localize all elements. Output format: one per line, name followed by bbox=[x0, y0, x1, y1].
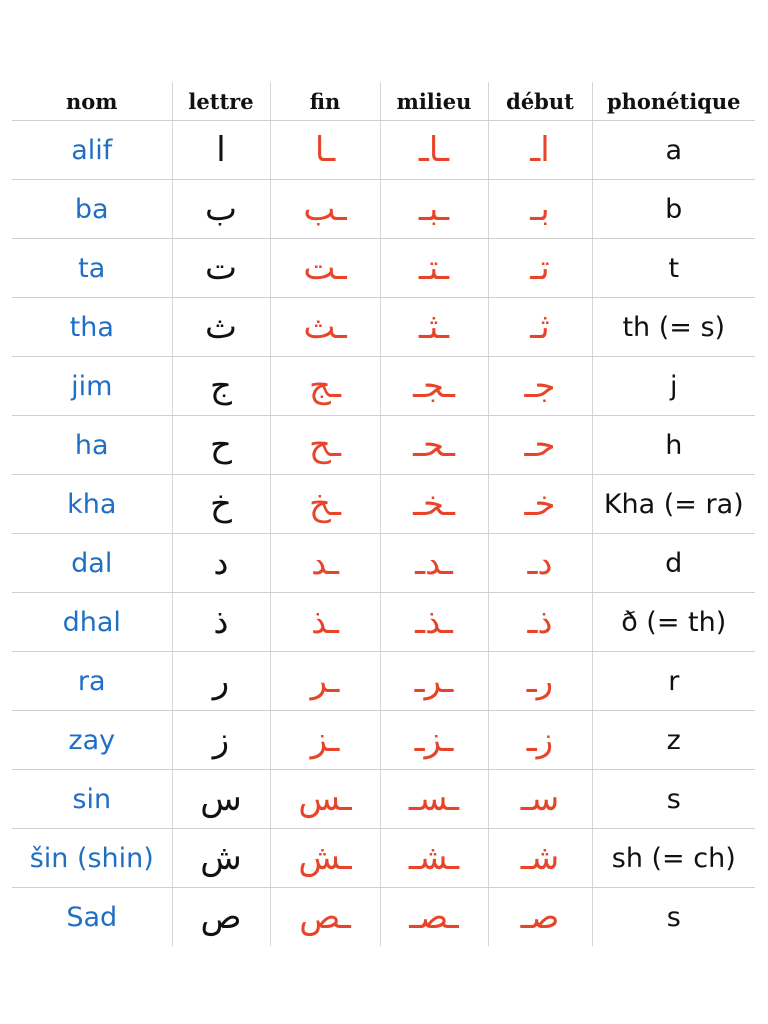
table-cell-phonetic bbox=[592, 711, 755, 770]
table-cell-letter-name bbox=[12, 770, 172, 829]
table-row bbox=[12, 475, 755, 534]
alphabet-table bbox=[12, 82, 755, 946]
initial-form: تـ bbox=[530, 248, 550, 288]
final-form: ـح bbox=[309, 425, 341, 465]
phonetic: a bbox=[665, 134, 683, 166]
table-cell-final-form bbox=[270, 298, 380, 357]
phonetic: ð (= th) bbox=[621, 606, 727, 638]
phonetic: t bbox=[668, 252, 680, 284]
letter-name: dhal bbox=[62, 606, 121, 638]
isolated-letter: ح bbox=[210, 425, 232, 465]
isolated-letter: س bbox=[200, 779, 242, 819]
table-cell-phonetic bbox=[592, 593, 755, 652]
table-cell-final-form bbox=[270, 652, 380, 711]
table-cell-isolated-letter bbox=[172, 593, 270, 652]
table-cell-letter-name bbox=[12, 475, 172, 534]
initial-form: ثـ bbox=[530, 307, 550, 347]
table-cell-phonetic bbox=[592, 475, 755, 534]
medial-form: ـحـ bbox=[413, 425, 455, 465]
table-cell-medial-form bbox=[380, 239, 488, 298]
table-row bbox=[12, 652, 755, 711]
final-form: ـذ bbox=[311, 602, 339, 642]
table-row bbox=[12, 121, 755, 180]
table-cell-medial-form bbox=[380, 357, 488, 416]
phonetic: s bbox=[666, 901, 681, 933]
table-cell-initial-form bbox=[488, 711, 592, 770]
table-cell-isolated-letter bbox=[172, 416, 270, 475]
table-cell-final-form bbox=[270, 829, 380, 888]
table-cell-initial-form bbox=[488, 357, 592, 416]
medial-form: ـبـ bbox=[418, 189, 450, 229]
final-form: ـص bbox=[299, 897, 351, 937]
table-cell-initial-form bbox=[488, 770, 592, 829]
isolated-letter: ب bbox=[204, 189, 237, 229]
letter-name: dal bbox=[71, 547, 113, 579]
table-cell-medial-form bbox=[380, 180, 488, 239]
table-row bbox=[12, 770, 755, 829]
initial-form: رـ bbox=[526, 661, 554, 701]
table-cell-isolated-letter bbox=[172, 829, 270, 888]
initial-form: شـ bbox=[520, 838, 560, 878]
medial-form: ـشـ bbox=[408, 838, 460, 878]
phonetic: h bbox=[665, 429, 683, 461]
table-cell-phonetic bbox=[592, 239, 755, 298]
table-cell-initial-form bbox=[488, 829, 592, 888]
letter-name: šin (shin) bbox=[29, 842, 154, 874]
table-cell-initial-form bbox=[488, 888, 592, 947]
table-cell-isolated-letter bbox=[172, 357, 270, 416]
table-cell-final-form bbox=[270, 475, 380, 534]
letter-name: kha bbox=[67, 488, 117, 520]
isolated-letter: ز bbox=[212, 720, 230, 760]
medial-form: ـثـ bbox=[418, 307, 450, 347]
table-row bbox=[12, 534, 755, 593]
final-form: ـر bbox=[310, 661, 340, 701]
table-cell-medial-form bbox=[380, 711, 488, 770]
table-cell-isolated-letter bbox=[172, 239, 270, 298]
table-cell-initial-form bbox=[488, 180, 592, 239]
final-form: ـب bbox=[303, 189, 347, 229]
medial-form: ـذـ bbox=[415, 602, 453, 642]
table-cell-final-form bbox=[270, 121, 380, 180]
table-cell-final-form bbox=[270, 534, 380, 593]
table-cell-phonetic bbox=[592, 534, 755, 593]
table-cell-medial-form bbox=[380, 770, 488, 829]
initial-form: اـ bbox=[530, 130, 550, 170]
table-cell-isolated-letter bbox=[172, 475, 270, 534]
header-phonetique: phonétique bbox=[592, 82, 755, 121]
table-cell-final-form bbox=[270, 180, 380, 239]
table-cell-final-form bbox=[270, 239, 380, 298]
phonetic: th (= s) bbox=[622, 311, 726, 343]
medial-form: ـرـ bbox=[414, 661, 454, 701]
letter-name: jim bbox=[71, 370, 113, 402]
medial-form: ـزـ bbox=[414, 720, 454, 760]
medial-form: ـصـ bbox=[409, 897, 459, 937]
table-cell-initial-form bbox=[488, 298, 592, 357]
final-form: ـا bbox=[314, 130, 336, 170]
medial-form: ـسـ bbox=[408, 779, 460, 819]
table-cell-letter-name bbox=[12, 121, 172, 180]
phonetic: j bbox=[669, 370, 678, 402]
table-cell-initial-form bbox=[488, 475, 592, 534]
final-form: ـش bbox=[298, 838, 352, 878]
table-cell-medial-form bbox=[380, 416, 488, 475]
phonetic: d bbox=[665, 547, 683, 579]
medial-form: ـدـ bbox=[415, 543, 453, 583]
table-cell-isolated-letter bbox=[172, 711, 270, 770]
table-cell-isolated-letter bbox=[172, 121, 270, 180]
table-cell-letter-name bbox=[12, 180, 172, 239]
letter-name: ba bbox=[74, 193, 109, 225]
table-cell-phonetic bbox=[592, 770, 755, 829]
initial-form: صـ bbox=[520, 897, 560, 937]
table-cell-letter-name bbox=[12, 711, 172, 770]
isolated-letter: ص bbox=[200, 897, 242, 937]
table-cell-letter-name bbox=[12, 593, 172, 652]
table-cell-initial-form bbox=[488, 121, 592, 180]
letter-name: sin bbox=[72, 783, 112, 815]
final-form: ـس bbox=[298, 779, 352, 819]
initial-form: سـ bbox=[520, 779, 560, 819]
initial-form: حـ bbox=[524, 425, 556, 465]
header-nom: nom bbox=[12, 82, 172, 121]
table-row bbox=[12, 888, 755, 947]
isolated-letter: ذ bbox=[213, 602, 229, 642]
table-cell-phonetic bbox=[592, 416, 755, 475]
final-form: ـج bbox=[309, 366, 341, 406]
header-lettre: lettre bbox=[172, 82, 270, 121]
table-cell-initial-form bbox=[488, 652, 592, 711]
phonetic: b bbox=[665, 193, 683, 225]
header-debut: début bbox=[488, 82, 592, 121]
letter-name: zay bbox=[68, 724, 116, 756]
isolated-letter: د bbox=[213, 543, 229, 583]
table-cell-medial-form bbox=[380, 475, 488, 534]
letter-name: ha bbox=[74, 429, 109, 461]
table-cell-medial-form bbox=[380, 534, 488, 593]
initial-form: بـ bbox=[530, 189, 550, 229]
table-cell-medial-form bbox=[380, 121, 488, 180]
table-cell-phonetic bbox=[592, 829, 755, 888]
medial-form: ـخـ bbox=[413, 484, 455, 524]
header-milieu: milieu bbox=[380, 82, 488, 121]
table-cell-initial-form bbox=[488, 239, 592, 298]
table-cell-phonetic bbox=[592, 888, 755, 947]
table-cell-initial-form bbox=[488, 416, 592, 475]
table-cell-phonetic bbox=[592, 357, 755, 416]
table-cell-letter-name bbox=[12, 298, 172, 357]
phonetic: z bbox=[666, 724, 681, 756]
table-cell-initial-form bbox=[488, 593, 592, 652]
letter-name: Sad bbox=[66, 901, 118, 933]
header-fin: fin bbox=[270, 82, 380, 121]
table-cell-phonetic bbox=[592, 652, 755, 711]
table-row bbox=[12, 239, 755, 298]
table-cell-letter-name bbox=[12, 357, 172, 416]
final-form: ـث bbox=[303, 307, 347, 347]
phonetic: sh (= ch) bbox=[611, 842, 736, 874]
isolated-letter: ش bbox=[200, 838, 242, 878]
table-cell-isolated-letter bbox=[172, 534, 270, 593]
final-form: ـز bbox=[310, 720, 340, 760]
table-row bbox=[12, 298, 755, 357]
medial-form: ـجـ bbox=[413, 366, 455, 406]
table-cell-letter-name bbox=[12, 534, 172, 593]
isolated-letter: خ bbox=[210, 484, 232, 524]
isolated-letter: ج bbox=[210, 366, 232, 406]
table-cell-final-form bbox=[270, 770, 380, 829]
table-row bbox=[12, 829, 755, 888]
letter-name: tha bbox=[69, 311, 114, 343]
table-cell-medial-form bbox=[380, 888, 488, 947]
table-cell-final-form bbox=[270, 357, 380, 416]
table-cell-isolated-letter bbox=[172, 180, 270, 239]
table-row bbox=[12, 357, 755, 416]
table-cell-medial-form bbox=[380, 652, 488, 711]
table-cell-isolated-letter bbox=[172, 770, 270, 829]
header-row bbox=[12, 82, 755, 121]
table-cell-medial-form bbox=[380, 829, 488, 888]
initial-form: دـ bbox=[527, 543, 553, 583]
letter-name: ta bbox=[78, 252, 106, 284]
table-cell-phonetic bbox=[592, 298, 755, 357]
initial-form: جـ bbox=[524, 366, 556, 406]
final-form: ـخ bbox=[309, 484, 341, 524]
table-cell-phonetic bbox=[592, 180, 755, 239]
table-cell-final-form bbox=[270, 888, 380, 947]
initial-form: ذـ bbox=[527, 602, 553, 642]
table-cell-initial-form bbox=[488, 534, 592, 593]
table-cell-letter-name bbox=[12, 416, 172, 475]
isolated-letter: ت bbox=[204, 248, 237, 288]
final-form: ـد bbox=[311, 543, 339, 583]
table-row bbox=[12, 711, 755, 770]
isolated-letter: ا bbox=[216, 130, 226, 170]
table-cell-medial-form bbox=[380, 298, 488, 357]
initial-form: خـ bbox=[524, 484, 556, 524]
letter-name: ra bbox=[77, 665, 106, 697]
isolated-letter: ث bbox=[204, 307, 237, 347]
phonetic: Kha (= ra) bbox=[603, 488, 744, 520]
table-cell-letter-name bbox=[12, 888, 172, 947]
table-row bbox=[12, 593, 755, 652]
table-cell-medial-form bbox=[380, 593, 488, 652]
table-cell-isolated-letter bbox=[172, 888, 270, 947]
table-row bbox=[12, 180, 755, 239]
table-cell-letter-name bbox=[12, 239, 172, 298]
letter-name: alif bbox=[71, 134, 113, 166]
table-cell-letter-name bbox=[12, 652, 172, 711]
table-cell-isolated-letter bbox=[172, 298, 270, 357]
final-form: ـت bbox=[303, 248, 347, 288]
initial-form: زـ bbox=[526, 720, 554, 760]
phonetic: r bbox=[668, 665, 680, 697]
table-row bbox=[12, 416, 755, 475]
table-cell-letter-name bbox=[12, 829, 172, 888]
medial-form: ـاـ bbox=[418, 130, 450, 170]
table-cell-isolated-letter bbox=[172, 652, 270, 711]
table-cell-phonetic bbox=[592, 121, 755, 180]
medial-form: ـتـ bbox=[418, 248, 450, 288]
phonetic: s bbox=[666, 783, 681, 815]
table-cell-final-form bbox=[270, 711, 380, 770]
table-cell-final-form bbox=[270, 416, 380, 475]
isolated-letter: ر bbox=[212, 661, 230, 701]
table-cell-final-form bbox=[270, 593, 380, 652]
